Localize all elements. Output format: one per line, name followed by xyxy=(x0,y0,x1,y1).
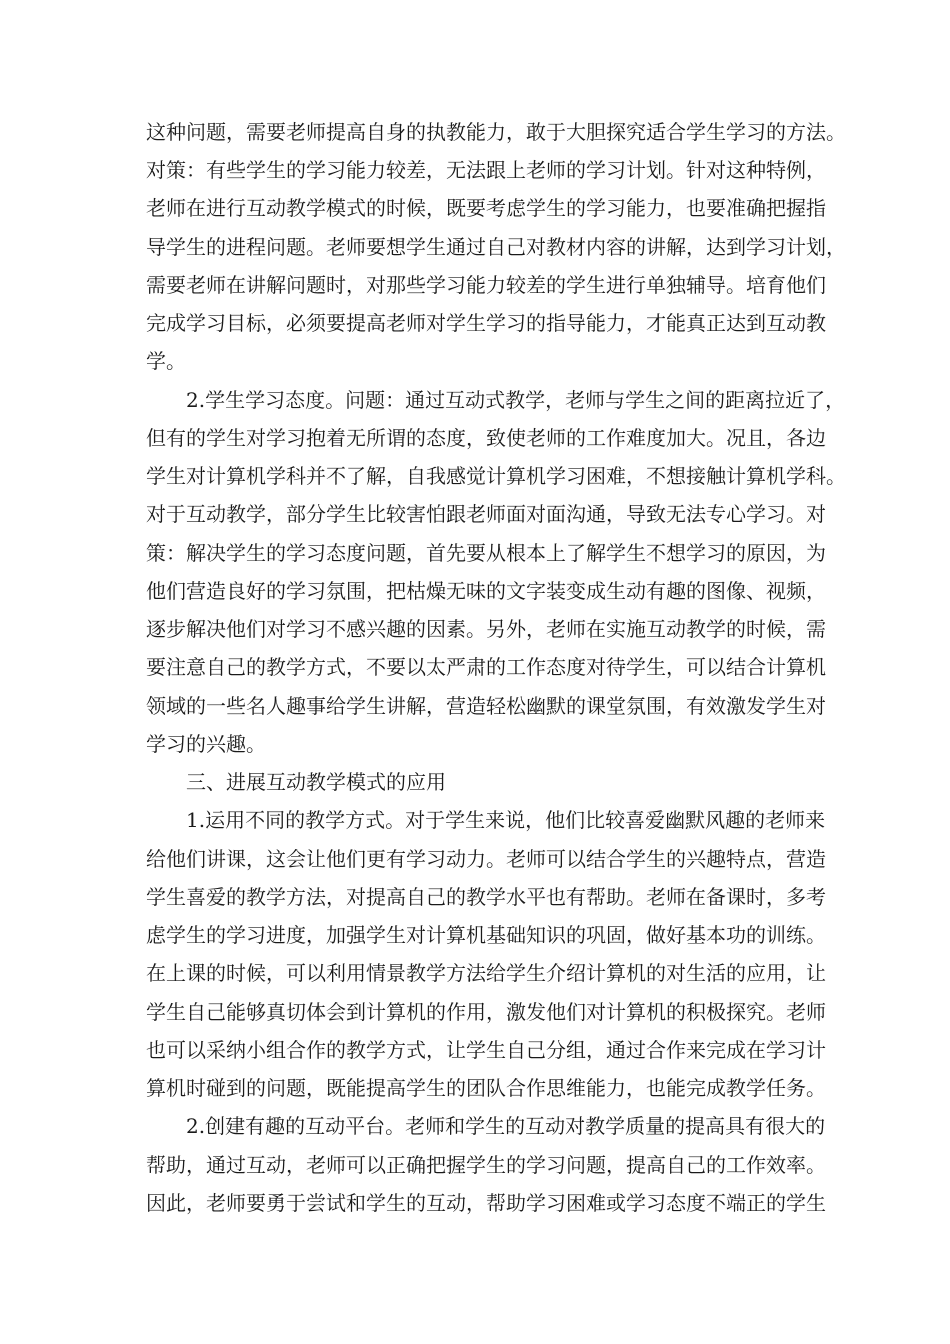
text-line: 逐步解决他们对学习不感兴趣的因素。另外，老师在实施互动教学的时候，需 xyxy=(146,617,826,641)
text-line: 领域的一些名人趣事给学生讲解，营造轻松幽默的课堂氛围，有效激发学生对 xyxy=(146,694,826,718)
text-line: 因此，老师要勇于尝试和学生的互动，帮助学习困难或学习态度不端正的学生 xyxy=(146,1191,826,1215)
text-line: 学习的兴趣。 xyxy=(146,732,266,756)
text-line: 对于互动教学，部分学生比较害怕跟老师面对面沟通，导致无法专心学习。对 xyxy=(146,502,826,526)
text-line: 2.创建有趣的互动平台。老师和学生的互动对教学质量的提高具有很大的 xyxy=(186,1114,826,1138)
text-line: 给他们讲课，这会让他们更有学习动力。老师可以结合学生的兴趣特点，营造 xyxy=(146,847,826,871)
text-line: 需要老师在讲解问题时，对那些学习能力较差的学生进行单独辅导。培育他们 xyxy=(146,273,826,297)
text-line: 学生自己能够真切体会到计算机的作用，激发他们对计算机的积极探究。老师 xyxy=(146,1000,826,1024)
text-line: 这种问题，需要老师提高自身的执教能力，敢于大胆探究适合学生学习的方法。 xyxy=(146,120,846,144)
text-line: 算机时碰到的问题，既能提高学生的团队合作思维能力，也能完成教学任务。 xyxy=(146,1076,826,1100)
text-line: 完成学习目标，必须要提高老师对学生学习的指导能力，才能真正达到互动教 xyxy=(146,311,826,335)
text-line: 1.运用不同的教学方式。对于学生来说，他们比较喜爱幽默风趣的老师来 xyxy=(186,808,826,832)
text-line: 在上课的时候，可以利用情景教学方法给学生介绍计算机的对生活的应用，让 xyxy=(146,961,826,985)
text-line: 学生喜爱的教学方法，对提高自己的教学水平也有帮助。老师在备课时，多考 xyxy=(146,885,826,909)
text-line: 策：解决学生的学习态度问题，首先要从根本上了解学生不想学习的原因，为 xyxy=(146,541,826,565)
text-line: 要注意自己的教学方式，不要以太严肃的工作态度对待学生，可以结合计算机 xyxy=(146,655,826,679)
text-line: 学生对计算机学科并不了解，自我感觉计算机学习困难，不想接触计算机学科。 xyxy=(146,464,846,488)
text-line: 但有的学生对学习抱着无所谓的态度，致使老师的工作难度加大。况且，各边 xyxy=(146,426,826,450)
text-line: 学。 xyxy=(146,349,186,373)
text-line: 老师在进行互动教学模式的时候，既要考虑学生的学习能力，也要准确把握指 xyxy=(146,196,826,220)
text-line: 也可以采纳小组合作的教学方式，让学生自己分组，通过合作来完成在学习计 xyxy=(146,1038,826,1062)
text-line: 对策：有些学生的学习能力较差，无法跟上老师的学习计划。针对这种特例， xyxy=(146,158,826,182)
text-line: 导学生的进程问题。老师要想学生通过自己对教材内容的讲解，达到学习计划， xyxy=(146,235,846,259)
text-line: 虑学生的学习进度，加强学生对计算机基础知识的巩固，做好基本功的训练。 xyxy=(146,923,826,947)
text-line: 他们营造良好的学习氛围，把枯燥无味的文字装变成生动有趣的图像、视频， xyxy=(146,579,826,603)
text-line: 2.学生学习态度。问题：通过互动式教学，老师与学生之间的距离拉近了， xyxy=(186,388,846,412)
section-heading: 三、进展互动教学模式的应用 xyxy=(186,770,446,794)
text-line: 帮助，通过互动，老师可以正确把握学生的学习问题，提高自己的工作效率。 xyxy=(146,1153,826,1177)
